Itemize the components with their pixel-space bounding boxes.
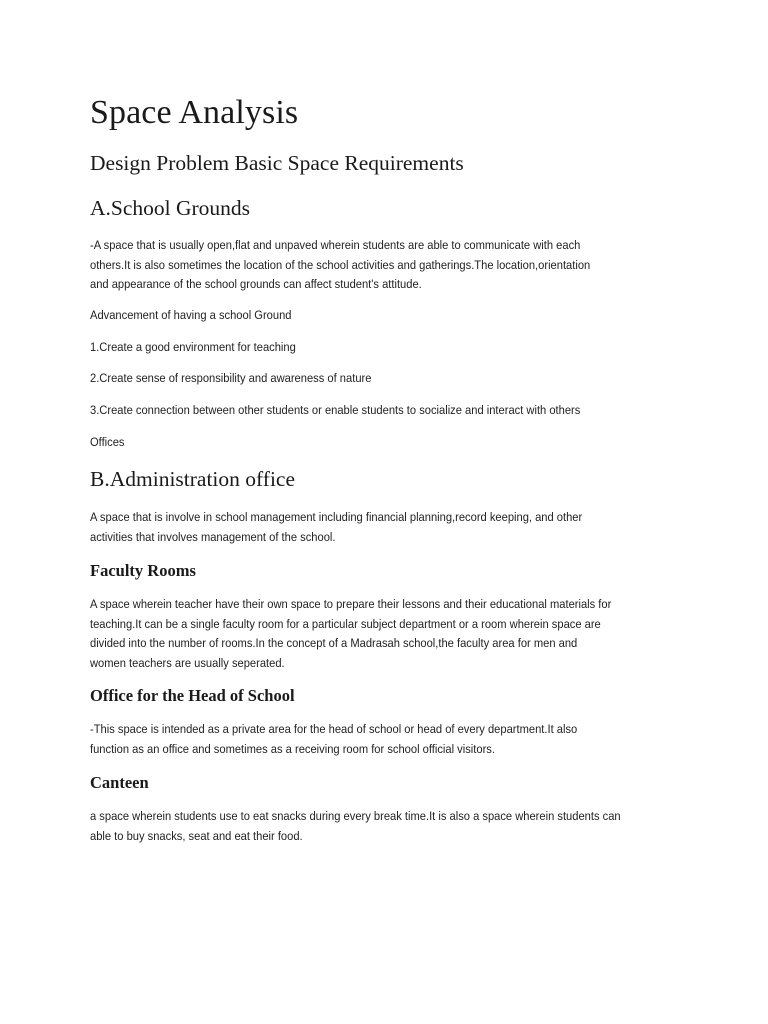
text-line: teaching.It can be a single faculty room for a particular subject department or a room wherein space are [90, 616, 601, 631]
text-line: -This space is intended as a private area for the head of school or head of every department.It also [90, 722, 578, 736]
section-heading-administration-office: B.Administration office [90, 467, 296, 491]
text-line: women teachers are usually seperated. [90, 655, 285, 670]
text-line: A space wherein teacher have their own space to prepare their lessons and their educational materials for [90, 597, 612, 611]
advancement-label: Advancement of having a school Ground [90, 308, 292, 322]
text-line: A space that is involve in school management including financial planning,record keeping, and other [90, 510, 583, 524]
faculty-rooms-description [90, 595, 611, 673]
text-line: a space wherein students use to eat snacks during every break time.It is also a space wherein students can [90, 809, 621, 823]
text-line: function as an office and sometimes as a receiving room for school official visitors. [90, 741, 495, 756]
head-office-description [90, 720, 577, 759]
advantage-item-3: 3.Create connection between other students or enable students to socialize and interact with others [90, 403, 581, 417]
offices-label: Offices [90, 435, 125, 449]
advantage-item-1: 1.Create a good environment for teaching [90, 340, 296, 354]
administration-office-description [90, 508, 582, 547]
page-title: Space Analysis [90, 94, 299, 131]
section-heading-school-grounds: A.School Grounds [90, 196, 251, 220]
canteen-description [90, 807, 621, 846]
text-line: able to buy snacks, seat and eat their food. [90, 828, 303, 843]
text-line: -A space that is usually open,flat and unpaved wherein students are able to communicate with each [90, 238, 581, 252]
subheading-faculty-rooms: Faculty Rooms [90, 561, 196, 580]
subheading-head-office: Office for the Head of School [90, 686, 295, 705]
advantage-item-2: 2.Create sense of responsibility and awareness of nature [90, 371, 372, 385]
school-grounds-description [90, 236, 590, 295]
text-line: divided into the number of rooms.In the concept of a Madrasah school,the faculty area for men and [90, 636, 578, 650]
page-subtitle: Design Problem Basic Space Requirements [90, 151, 464, 175]
text-line: others.It is also sometimes the location of the school activities and gatherings.The location,orientation [90, 257, 591, 272]
text-line: and appearance of the school grounds can affect student's attitude. [90, 277, 422, 291]
text-line: activities that involves management of the school. [90, 529, 336, 544]
subheading-canteen: Canteen [90, 773, 149, 792]
